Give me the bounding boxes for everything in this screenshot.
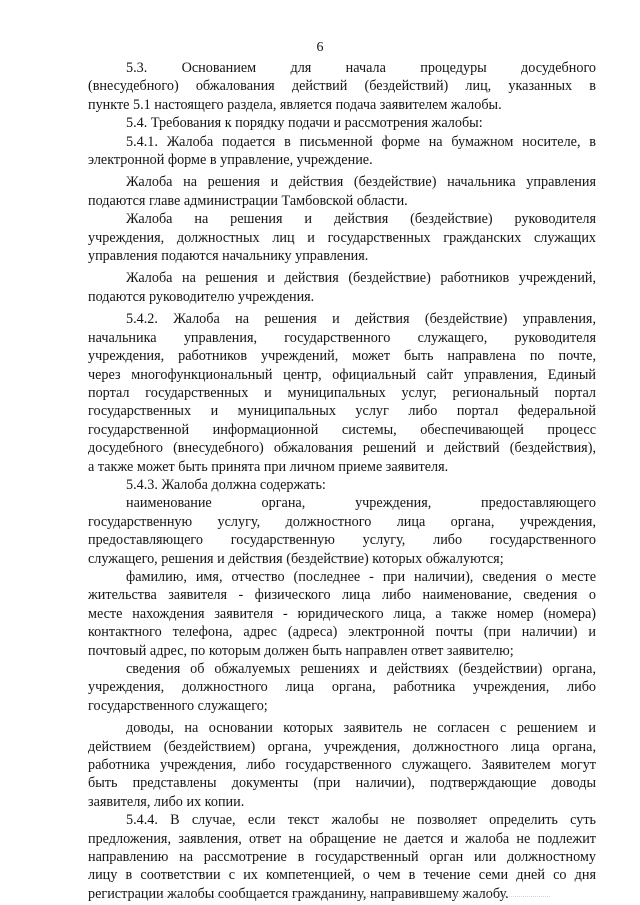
text-line: пункте 5.1 настоящего раздела, является подача заявителем жалобы. — [88, 96, 502, 113]
paragraph-p-5-4-1 — [88, 133, 596, 170]
text-line: портал государственных и муниципальных услуг, региональный портал — [88, 384, 596, 401]
text-line: 5.4.2. Жалоба на решения и действия (бездействие) управления, — [126, 311, 596, 328]
paragraph-p-5-4-3 — [88, 476, 596, 494]
text-line: подаются руководителю учреждения. — [88, 288, 315, 305]
text-line: через многофункциональный центр, официальный сайт управления, Единый — [88, 366, 596, 383]
text-line: работника учреждения, либо государственного служащего. Заявителем могут — [88, 757, 596, 774]
text-line: начальника управления, государственного служащего, руководителя — [88, 329, 596, 346]
text-line: досудебного (внесудебного) обжалования решений и действий (бездействия), — [88, 440, 596, 457]
text-line: месте нахождения заявителя - юридического лица, а также номер (номера) — [88, 605, 596, 622]
text-line: Жалоба на решения и действия (бездействие) руководителя — [126, 211, 596, 228]
text-line: служащего, решения и действия (бездействие) которых обжалуются; — [88, 550, 504, 567]
text-line: а также может быть принята при личном приеме заявителя. — [88, 458, 449, 475]
text-line: Жалоба на решения и действия (бездействие) работников учреждений, — [126, 270, 596, 287]
paragraph-p-info — [88, 660, 596, 715]
text-line: государственных и муниципальных услуг либо портал федеральной — [88, 403, 596, 420]
text-line: быть представлены документы (при наличии), подтверждающие доводы — [88, 775, 596, 792]
document-body — [88, 59, 596, 903]
text-line: государственную услугу, должностного лица органа, учреждения, — [88, 513, 596, 530]
text-line: действием (бездействием) органа, учреждения, должностного лица органа, — [88, 738, 596, 755]
scan-artifact — [150, 896, 550, 899]
paragraph-p-5-4 — [88, 114, 596, 132]
text-line: 5.4.4. В случае, если текст жалобы не позволяет определить суть — [126, 812, 596, 829]
text-line: контактного телефона, адрес (адреса) электронной почты (при наличии) и — [88, 624, 596, 641]
text-line: регистрации жалобы сообщается гражданину, направившему жалобу. — [88, 885, 509, 902]
text-line: управления подаются начальнику управления. — [88, 248, 369, 265]
text-line: учреждения, должностных лиц и государственных гражданских служащих — [88, 229, 596, 246]
paragraph-p-fio — [88, 568, 596, 660]
text-line: жительства заявителя - физического лица либо наименование, сведения о — [88, 587, 596, 604]
paragraph-p-args — [88, 719, 596, 811]
text-line: 5.4. Требования к порядку подачи и рассмотрения жалобы: — [126, 115, 483, 132]
text-line: 5.4.3. Жалоба должна содержать: — [126, 476, 326, 493]
paragraph-p-5-4-2 — [88, 310, 596, 476]
text-line: почтовый адрес, по которым должен быть направлен ответ заявителю; — [88, 642, 514, 659]
text-line: направлению на рассмотрение в государственный орган или должностному — [88, 849, 596, 866]
text-line: сведения об обжалуемых решениях и действиях (бездействии) органа, — [126, 661, 596, 677]
paragraph-p-workers — [88, 269, 596, 306]
text-line: учреждения, работников учреждений, может быть направлена по почте, — [88, 348, 596, 365]
text-line: (внесудебного) обжалования действий (бездействий) лиц, указанных в — [88, 78, 596, 95]
text-line: предложения, заявления, ответ на обращение не дается и жалоба не подлежит — [88, 830, 596, 847]
paragraph-p-head — [88, 173, 596, 210]
page-number: 6 — [316, 40, 324, 55]
text-line: наименование органа, учреждения, предоставляющего — [126, 495, 596, 512]
text-line: доводы, на основании которых заявитель не согласен с решением и — [126, 720, 596, 737]
text-line: 5.3. Основанием для начала процедуры досудебного — [126, 60, 596, 76]
paragraph-p-name — [88, 494, 596, 568]
text-line: электронной форме в управление, учреждение. — [88, 152, 373, 169]
text-line: государственной информационной системы, обеспечивающей процесс — [88, 421, 596, 438]
text-line: подаются главе администрации Тамбовской области. — [88, 192, 408, 209]
text-line: 5.4.1. Жалоба подается в письменной форме на бумажном носителе, в — [126, 133, 596, 150]
paragraph-p-5-4-4 — [88, 811, 596, 903]
text-line: заявителя, либо их копии. — [88, 793, 245, 810]
text-line: учреждения, должностного лица органа, работника учреждения, либо — [88, 679, 596, 696]
paragraph-p-officials — [88, 210, 596, 265]
text-line: лицу в соответствии с их компетенцией, о чем в течение семи дней со дня — [88, 867, 596, 884]
text-line: предоставляющего государственную услугу, либо государственного — [88, 532, 596, 549]
text-line: государственного служащего; — [88, 697, 268, 714]
text-line: фамилию, имя, отчество (последнее - при наличии), сведения о месте — [126, 568, 596, 585]
paragraph-p-5-3 — [88, 59, 596, 114]
text-line: Жалоба на решения и действия (бездействие) начальника управления — [126, 174, 596, 191]
